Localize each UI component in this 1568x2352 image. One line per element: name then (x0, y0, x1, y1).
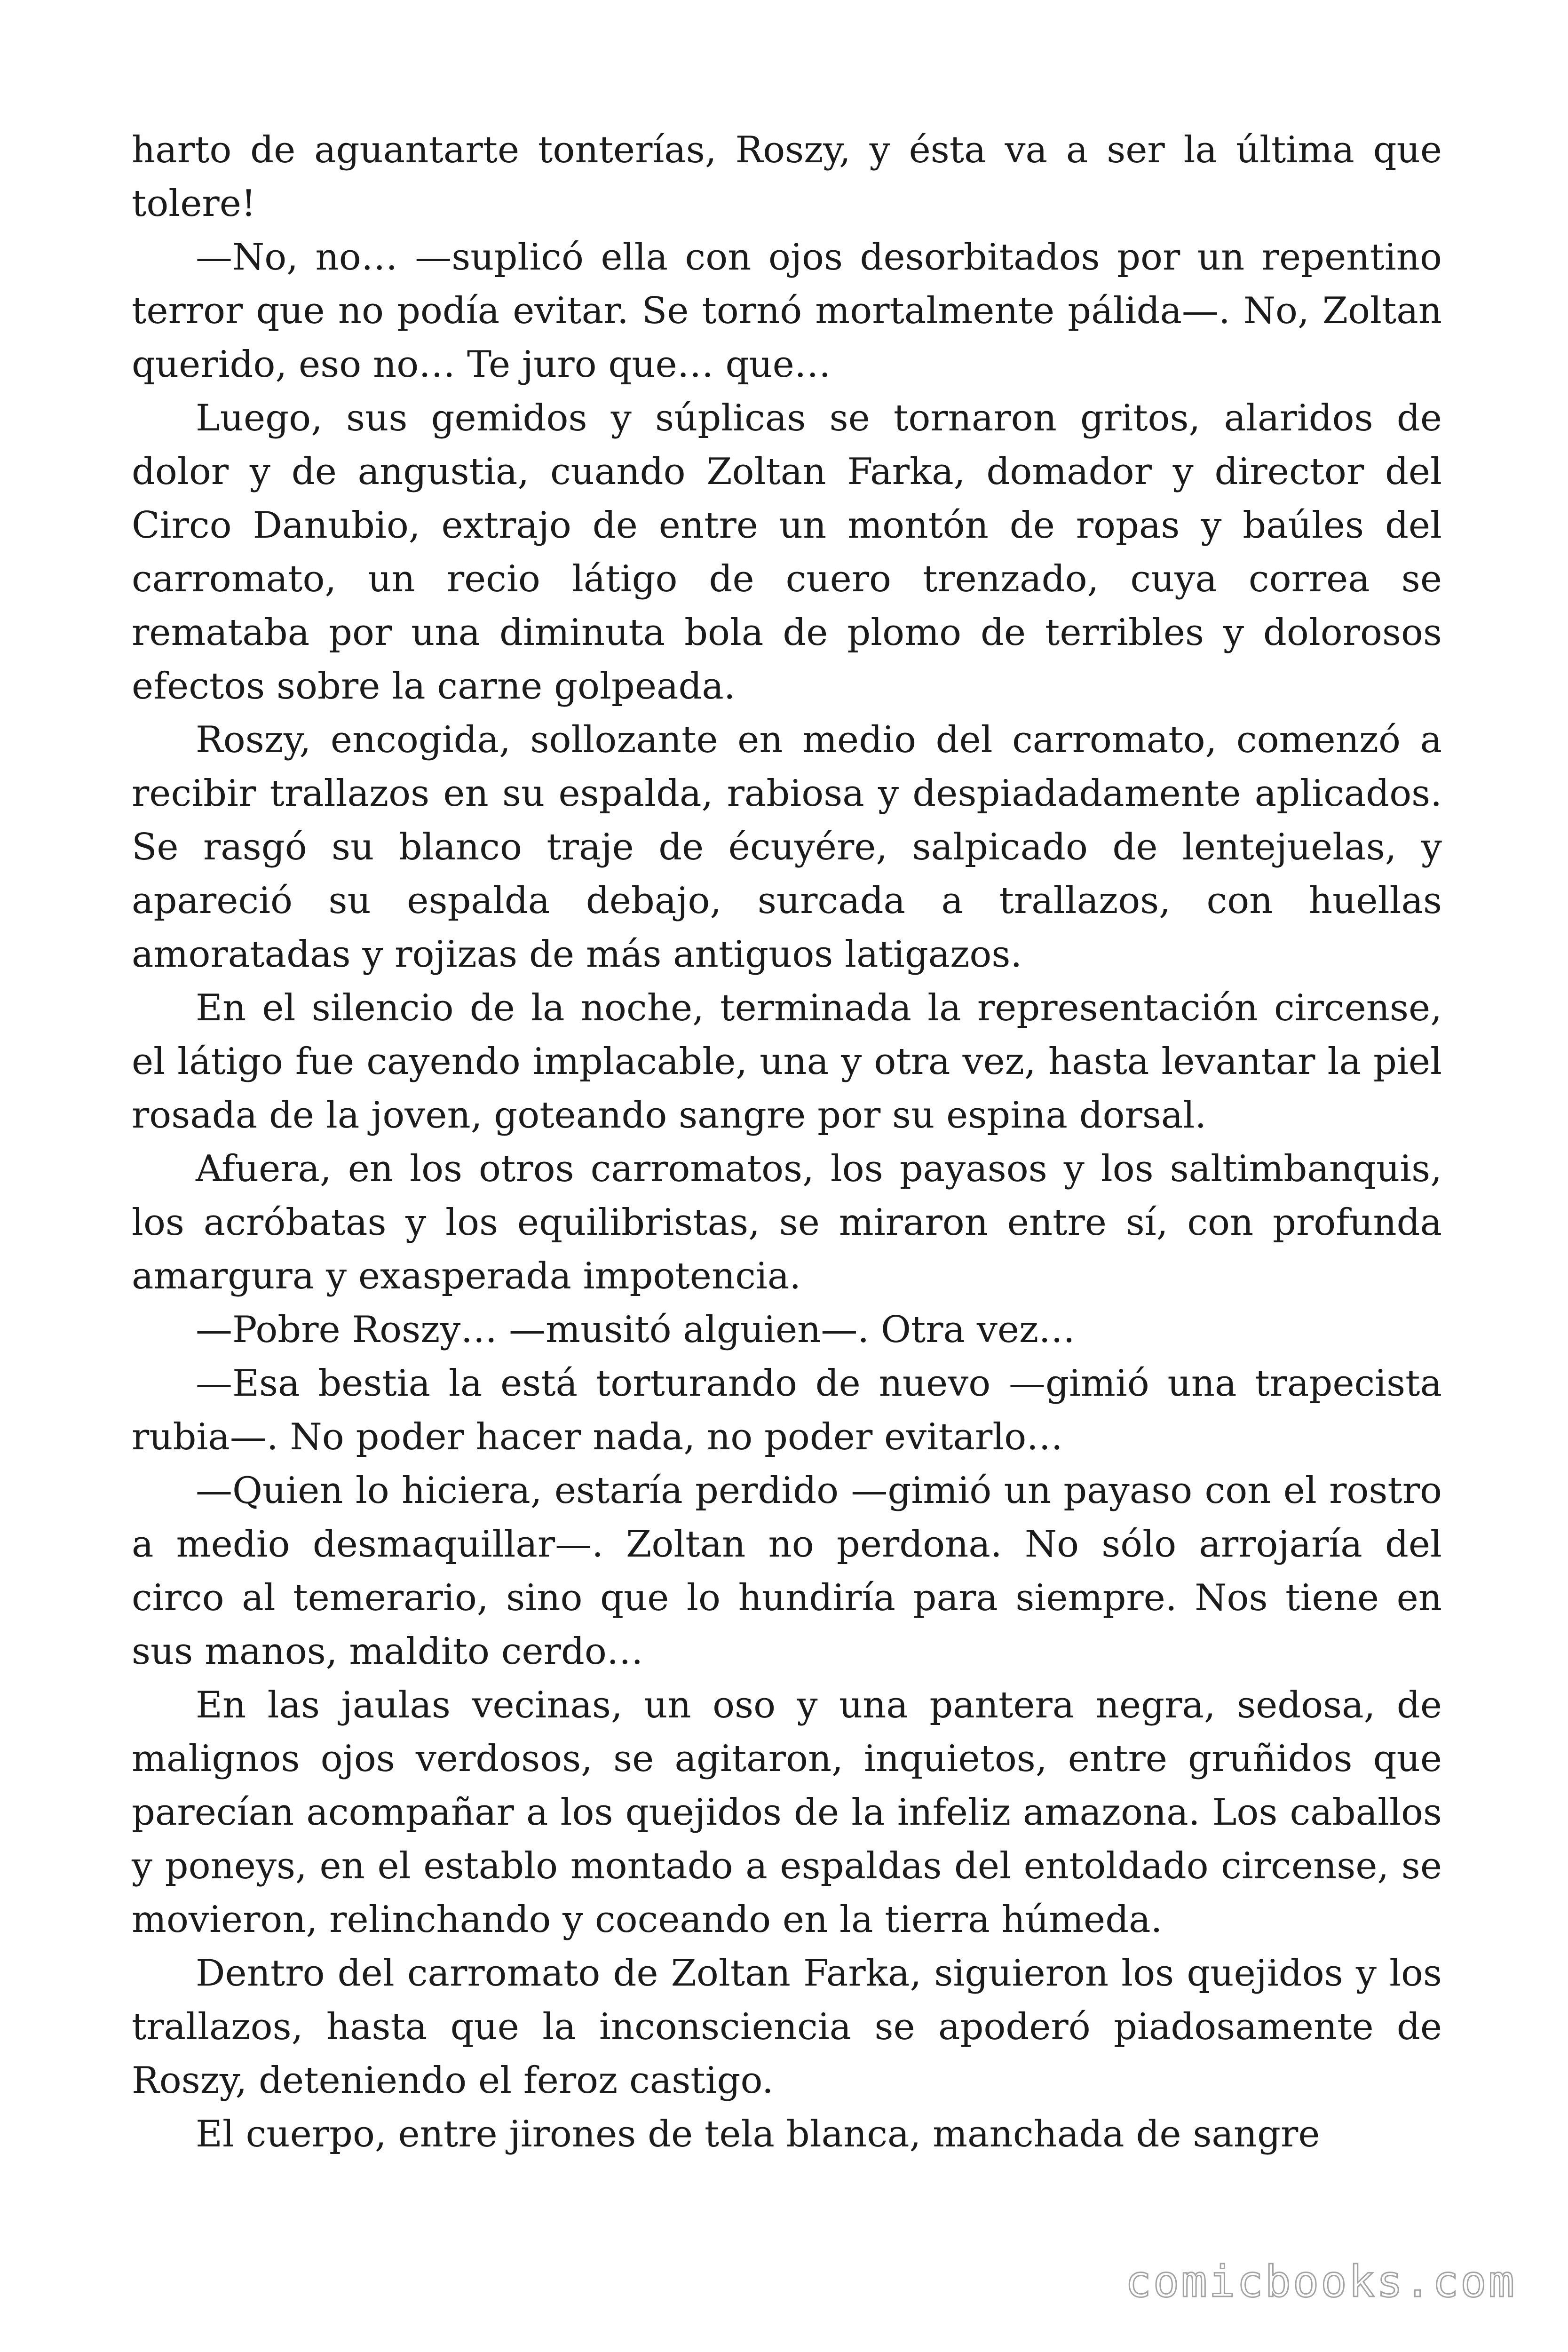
paragraph: Luego, sus gemidos y súplicas se tornaron gritos, alaridos de dolor y de angustia, cuando Zoltan Farka, domador y director del Circo Danubio, extrajo de entre un montón de ropas y baúles del carromato, un recio látigo de cuero trenzado, cuya correa se remataba por una diminuta bola de plomo de terribles y dolorosos efectos sobre la carne golpeada. (132, 397, 1442, 707)
paragraph: Afuera, en los otros carromatos, los payasos y los saltimbanquis, los acróbatas y los equilibristas, se miraron entre sí, con profunda amargura y exasperada impotencia. (132, 1148, 1442, 1297)
paragraph: Dentro del carromato de Zoltan Farka, siguieron los quejidos y los trallazos, hasta que la inconsciencia se apoderó piadosamente de Roszy, deteniendo el feroz castigo. (132, 1952, 1442, 2102)
paragraph: harto de aguantarte tonterías, Roszy, y ésta va a ser la última que tolere! (132, 129, 1442, 225)
paragraph: —Quien lo hiciera, estaría perdido —gimió un payaso con el rostro a medio desmaquillar—. Zoltan no perdona. No sólo arrojaría del circo al temerario, sino que lo hundiría para siempre. Nos tiene en sus manos, maldito cerdo… (132, 1470, 1442, 1673)
paragraph: En el silencio de la noche, terminada la representación circense, el látigo fue cayendo implacable, una y otra vez, hasta levantar la piel rosada de la joven, goteando sangre por su espina dorsal. (132, 987, 1442, 1136)
paragraph: —Pobre Roszy… —musitó alguien—. Otra vez… (196, 1309, 1076, 1351)
paragraph: En las jaulas vecinas, un oso y una pantera negra, sedosa, de malignos ojos verdosos, se agitaron, inquietos, entre gruñidos que parecían acompañar a los quejidos de la infeliz amazona. Los caballos y poneys, en el establo montado a espaldas del entoldado circense, se movieron, relinchando y coceando en la tierra húmeda. (132, 1684, 1442, 1941)
paragraph: El cuerpo, entre jirones de tela blanca, manchada de sangre (196, 2113, 1320, 2155)
watermark: comicbooks.com (1125, 2257, 1516, 2307)
paragraph: —Esa bestia la está torturando de nuevo —gimió una trapecista rubia—. No poder hacer nada, no poder evitarlo… (132, 1362, 1442, 1458)
paragraph: —No, no… —suplicó ella con ojos desorbitados por un repentino terror que no podía evitar. Se tornó mortalmente pálida—. No, Zoltan querido, eso no… Te juro que… que… (132, 236, 1442, 386)
page-text (132, 123, 1442, 2161)
paragraph: Roszy, encogida, sollozante en medio del carromato, comenzó a recibir trallazos en su espalda, rabiosa y despiadadamente aplicados. Se rasgó su blanco traje de écuyére, salpicado de lentejuelas, y apareció su espalda debajo, surcada a trallazos, con huellas amoratadas y rojizas de más antiguos latigazos. (132, 719, 1442, 976)
